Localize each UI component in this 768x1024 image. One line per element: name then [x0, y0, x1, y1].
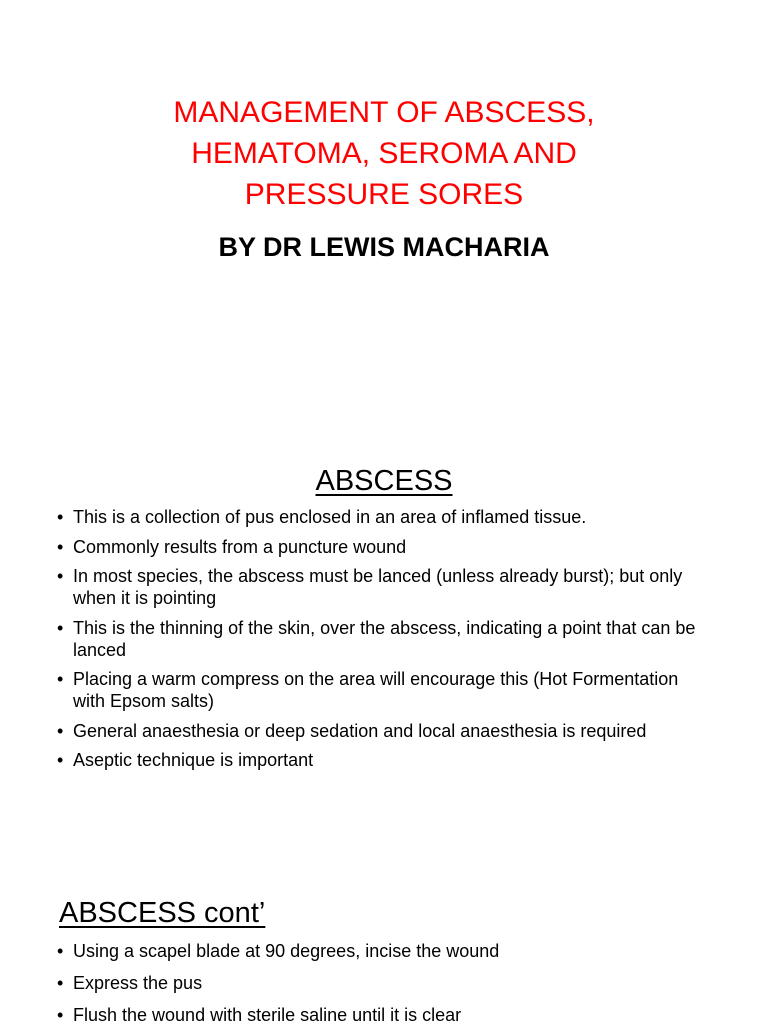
slide-heading: ABSCESS: [315, 465, 453, 497]
bullet-text: In most species, the abscess must be lanced (unless already burst); but only when it is pointing: [73, 566, 683, 608]
title-line: MANAGEMENT OF ABSCESS,: [173, 96, 595, 129]
bullet-item: [57, 940, 707, 962]
bullet-item: [57, 972, 707, 994]
bullet-item: [57, 1004, 707, 1024]
bullet-icon: •: [57, 507, 64, 527]
bullet-text: This is a collection of pus enclosed in an area of inflamed tissue.: [73, 507, 587, 527]
title-line: HEMATOMA, SEROMA AND: [191, 137, 577, 170]
bullet-icon: •: [57, 720, 64, 741]
bullet-text: Flush the wound with sterile saline until it is clear: [73, 1005, 462, 1024]
bullet-text: Commonly results from a puncture wound: [73, 536, 407, 557]
bullet-item: [57, 565, 707, 609]
title-slide: [0, 0, 768, 432]
bullet-icon: •: [57, 669, 64, 689]
bullet-item: [57, 668, 707, 712]
bullet-text: Using a scapel blade at 90 degrees, incise the wound: [73, 941, 500, 961]
bullet-text: Express the pus: [73, 973, 203, 993]
bullet-text: This is the thinning of the skin, over the abscess, indicating a point that can be lanced: [73, 617, 696, 660]
bullet-item: [57, 720, 707, 742]
bullet-icon: •: [57, 973, 64, 993]
bullet-icon: •: [57, 566, 64, 586]
bullet-text: General anaesthesia or deep sedation and local anaesthesia is required: [73, 720, 647, 741]
author-subtitle: BY DR LEWIS MACHARIA: [218, 232, 550, 262]
bullet-icon: •: [57, 750, 64, 770]
title-line: PRESSURE SORES: [244, 178, 524, 211]
bullet-list: [57, 506, 707, 779]
bullet-item: [57, 506, 707, 528]
bullet-text: Placing a warm compress on the area will encourage this (Hot Formentation with Epsom salts): [73, 669, 679, 711]
bullet-icon: •: [57, 941, 64, 961]
slide-heading: ABSCESS cont’: [59, 897, 266, 929]
bullet-item: [57, 617, 707, 661]
bullet-text: Aseptic technique is important: [73, 750, 314, 770]
bullet-icon: •: [57, 1005, 64, 1024]
bullet-icon: •: [57, 536, 64, 557]
bullet-icon: •: [57, 617, 64, 638]
bullet-item: [57, 749, 707, 771]
abscess-slide: [0, 432, 768, 864]
bullet-item: [57, 536, 707, 558]
presentation-title: [0, 92, 768, 215]
abscess-cont-slide: [0, 864, 768, 1024]
bullet-list: [57, 940, 707, 1024]
